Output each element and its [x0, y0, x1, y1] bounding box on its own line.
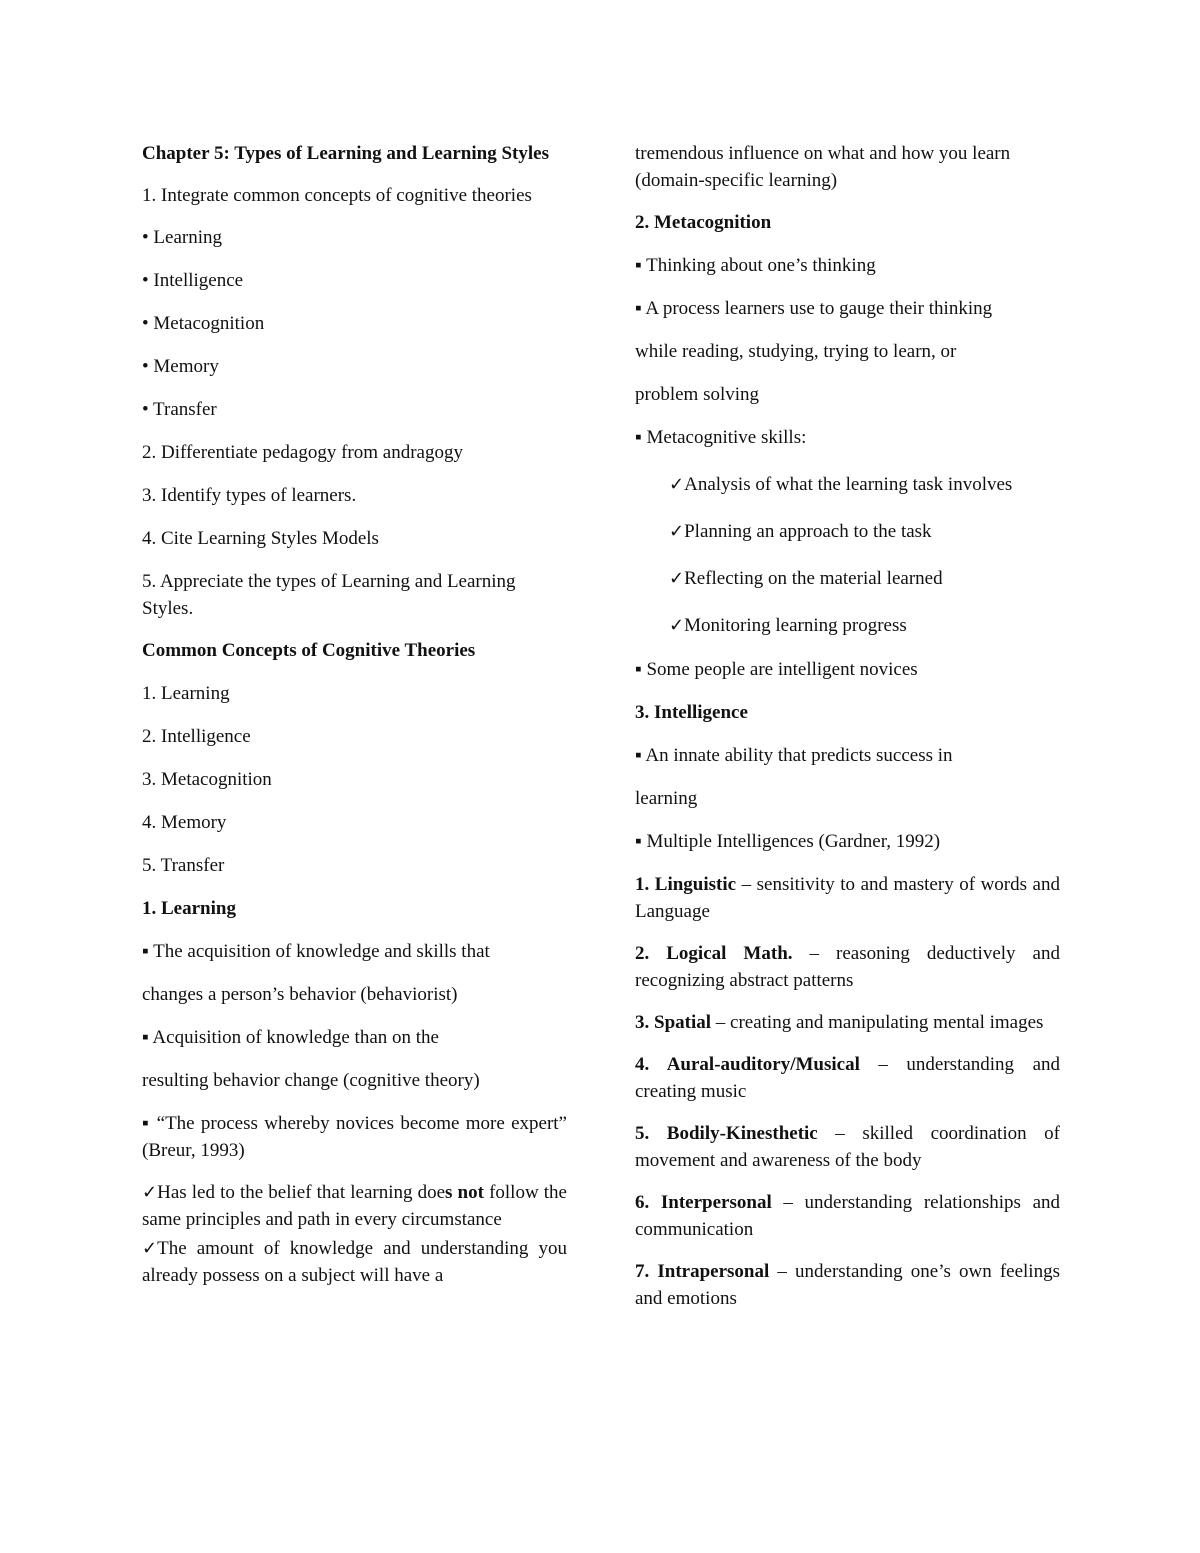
concept-item: 4. Memory	[142, 812, 227, 833]
learning-line: resulting behavior change (cognitive theory)	[142, 1070, 480, 1091]
intelligence-type: 3. Spatial – creating and manipulating mental images	[635, 1012, 1044, 1033]
learning-line: changes a person’s behavior (behaviorist)	[142, 984, 458, 1005]
metacognition-line: ▪ Thinking about one’s thinking	[635, 255, 876, 276]
learning-line: ▪ Acquisition of knowledge than on the	[142, 1027, 439, 1048]
objective-4: 4. Cite Learning Styles Models	[142, 528, 379, 549]
check-icon: ✓	[669, 568, 685, 589]
intelligence-type: 4. Aural-auditory/Musical – understanding and creating music	[635, 1054, 1061, 1102]
concept-item: 1. Learning	[142, 683, 230, 704]
objective-2: 2. Differentiate pedagogy from andragogy	[142, 442, 463, 463]
metacognition-line: ▪ Metacognitive skills:	[635, 427, 807, 448]
objective-bullet-memory: • Memory	[142, 356, 219, 377]
skill-item: ✓Analysis of what the learning task involves	[635, 471, 1060, 498]
intelligence-line: ▪ Multiple Intelligences (Gardner, 1992)	[635, 831, 941, 852]
intelligence-type: 6. Interpersonal – understanding relationships and communication	[635, 1192, 1060, 1240]
check-icon: ✓	[142, 1182, 158, 1203]
metacognition-line: ▪ A process learners use to gauge their thinking	[635, 298, 993, 319]
objective-1: 1. Integrate common concepts of cognitive theories	[142, 185, 532, 206]
concept-item: 2. Intelligence	[142, 726, 251, 747]
skill-item: ✓Monitoring learning progress	[635, 612, 1060, 639]
objective-bullet-learning: • Learning	[142, 227, 222, 248]
concept-item: 3. Metacognition	[142, 769, 272, 790]
learning-quote: ▪ “The process whereby novices become more expert” (Breur, 1993)	[142, 1113, 567, 1161]
learning-heading: 1. Learning	[142, 898, 236, 919]
novices-line: ▪ Some people are intelligent novices	[635, 659, 918, 680]
objective-3: 3. Identify types of learners.	[142, 485, 357, 506]
learning-line: ▪ The acquisition of knowledge and skills that	[142, 941, 490, 962]
skill-item: ✓Reflecting on the material learned	[635, 565, 1060, 592]
check-icon: ✓	[669, 474, 685, 495]
objective-bullet-metacognition: • Metacognition	[142, 313, 265, 334]
knowledge-paragraph: ✓The amount of knowledge and understanding you already possess on a subject will have a	[142, 1235, 567, 1289]
intelligence-line: ▪ An innate ability that predicts success in	[635, 745, 953, 766]
objective-bullet-transfer: • Transfer	[142, 399, 217, 420]
right-column	[635, 140, 1060, 1312]
intelligence-type: 7. Intrapersonal – understanding one’s own feelings and emotions	[635, 1261, 1060, 1309]
skill-item: ✓Planning an approach to the task	[635, 518, 1060, 545]
intelligence-type: 1. Linguistic – sensitivity to and mastery of words and Language	[635, 874, 1060, 922]
intelligence-line: learning	[635, 788, 698, 809]
concept-item: 5. Transfer	[142, 855, 225, 876]
intelligence-heading: 3. Intelligence	[635, 702, 748, 723]
chapter-title: Chapter 5: Types of Learning and Learning Styles	[142, 143, 549, 164]
check-icon: ✓	[669, 615, 685, 636]
metacognition-heading: 2. Metacognition	[635, 212, 772, 233]
intelligence-type: 2. Logical Math. – reasoning deductively and recognizing abstract patterns	[635, 943, 1060, 991]
metacognition-line: while reading, studying, trying to learn, or	[635, 341, 957, 362]
objective-bullet-intelligence: • Intelligence	[142, 270, 244, 291]
belief-paragraph: ✓Has led to the belief that learning does not follow the same principles and path in every circumstance	[142, 1179, 567, 1233]
continuation-paragraph: tremendous influence on what and how you learn (domain-specific learning)	[635, 143, 1011, 191]
check-icon: ✓	[142, 1238, 158, 1259]
objective-5: 5. Appreciate the types of Learning and Learning Styles.	[142, 571, 516, 619]
left-column	[142, 140, 567, 1289]
concepts-heading: Common Concepts of Cognitive Theories	[142, 640, 476, 661]
metacognition-line: problem solving	[635, 384, 760, 405]
check-icon: ✓	[669, 521, 685, 542]
intelligence-type: 5. Bodily-Kinesthetic – skilled coordination of movement and awareness of the body	[635, 1123, 1060, 1171]
